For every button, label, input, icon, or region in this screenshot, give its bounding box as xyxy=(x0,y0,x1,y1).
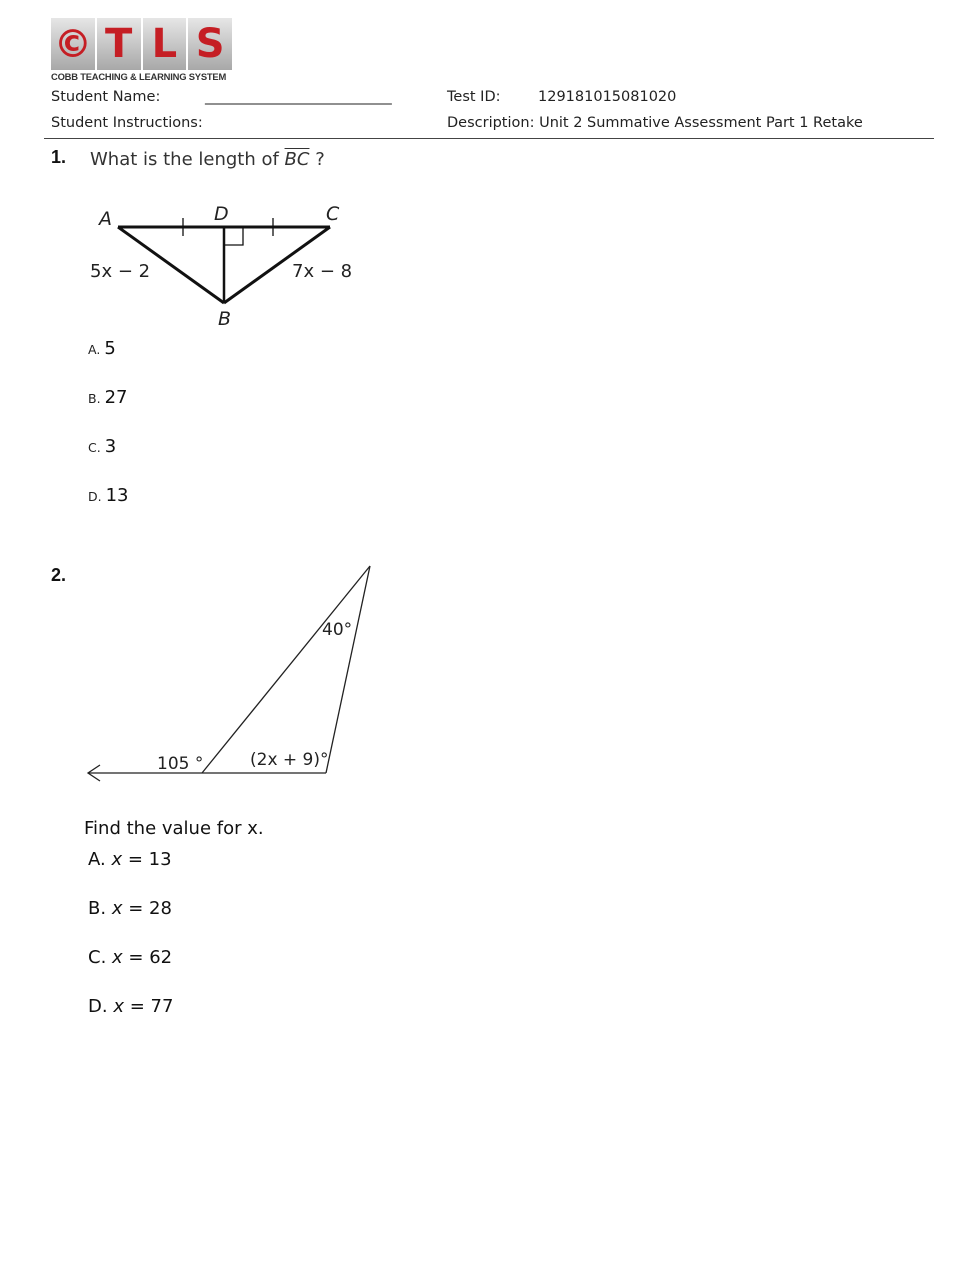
option-value: = 62 xyxy=(122,947,173,968)
triangle-left-side xyxy=(202,566,370,773)
option-letter: D. xyxy=(88,996,108,1017)
header-divider xyxy=(44,138,934,139)
angle-label-top: 40° xyxy=(322,620,353,640)
question-2-prompt: Find the value for x. xyxy=(84,818,264,839)
question-2-option-c[interactable] xyxy=(88,947,172,968)
label-a: A xyxy=(99,208,112,230)
logo-letter-l: L xyxy=(143,18,187,70)
option-letter: A. xyxy=(88,849,106,870)
question-1-option-d[interactable] xyxy=(88,485,129,506)
option-value: = 13 xyxy=(122,849,172,870)
question-1-triangle-figure xyxy=(80,195,380,335)
option-value: 3 xyxy=(104,436,117,457)
question-1-option-c[interactable] xyxy=(88,436,116,457)
test-id-label: Test ID: xyxy=(447,89,501,105)
option-variable: x xyxy=(111,898,123,919)
student-name-blank: ____________________________ xyxy=(205,89,392,105)
angle-label-interior: (2x + 9)° xyxy=(250,750,329,770)
student-name-label: Student Name: xyxy=(51,89,161,105)
expression-ab: 5x − 2 xyxy=(90,261,151,282)
option-variable: x xyxy=(112,947,123,968)
option-value: = 77 xyxy=(123,996,174,1017)
question-1-option-b[interactable] xyxy=(88,387,127,408)
question-2-triangle-figure xyxy=(80,560,380,790)
angle-label-exterior: 105 ° xyxy=(157,754,204,774)
option-letter: D. xyxy=(88,489,102,504)
option-value: 5 xyxy=(104,338,116,359)
option-variable: x xyxy=(113,996,124,1017)
label-b: B xyxy=(218,308,232,330)
option-value: = 28 xyxy=(122,898,172,919)
option-variable: x xyxy=(111,849,123,870)
segment-bc: $\overline{BC}$ xyxy=(284,149,310,170)
question-2-option-d[interactable] xyxy=(88,996,173,1017)
logo-letter-c: © xyxy=(51,18,95,70)
question-2-number: 2. xyxy=(51,565,67,585)
question-1-option-a[interactable] xyxy=(88,338,116,359)
assessment-description: Description: Unit 2 Summative Assessment Part 1 Retake xyxy=(447,115,863,131)
logo-letter-s: S xyxy=(188,18,232,70)
question-1-prompt-end: ? xyxy=(309,149,325,170)
option-letter: A. xyxy=(88,342,101,357)
option-letter: C. xyxy=(88,947,107,968)
option-letter: B. xyxy=(88,391,101,406)
option-value: 27 xyxy=(104,387,128,408)
question-2-option-a[interactable] xyxy=(88,849,172,870)
right-angle-mark xyxy=(224,227,243,245)
triangle-right-side xyxy=(326,566,370,773)
ctls-logo xyxy=(51,18,234,82)
label-d: D xyxy=(214,203,229,225)
question-1-prompt xyxy=(90,149,325,170)
logo-tagline: COBB TEACHING & LEARNING SYSTEM xyxy=(51,71,227,82)
option-value: 13 xyxy=(105,485,129,506)
test-id-value: 129181015081020 xyxy=(538,89,677,105)
label-c: C xyxy=(326,203,340,225)
instructions-label: Student Instructions: xyxy=(51,115,203,131)
expression-bc: 7x − 8 xyxy=(292,261,353,282)
option-letter: C. xyxy=(88,440,101,455)
logo-letter-t: T xyxy=(97,18,141,70)
question-1-prompt-text: What is the length of xyxy=(90,149,285,170)
question-1-number: 1. xyxy=(51,147,67,167)
question-2-option-b[interactable] xyxy=(88,898,172,919)
option-letter: B. xyxy=(88,898,107,919)
